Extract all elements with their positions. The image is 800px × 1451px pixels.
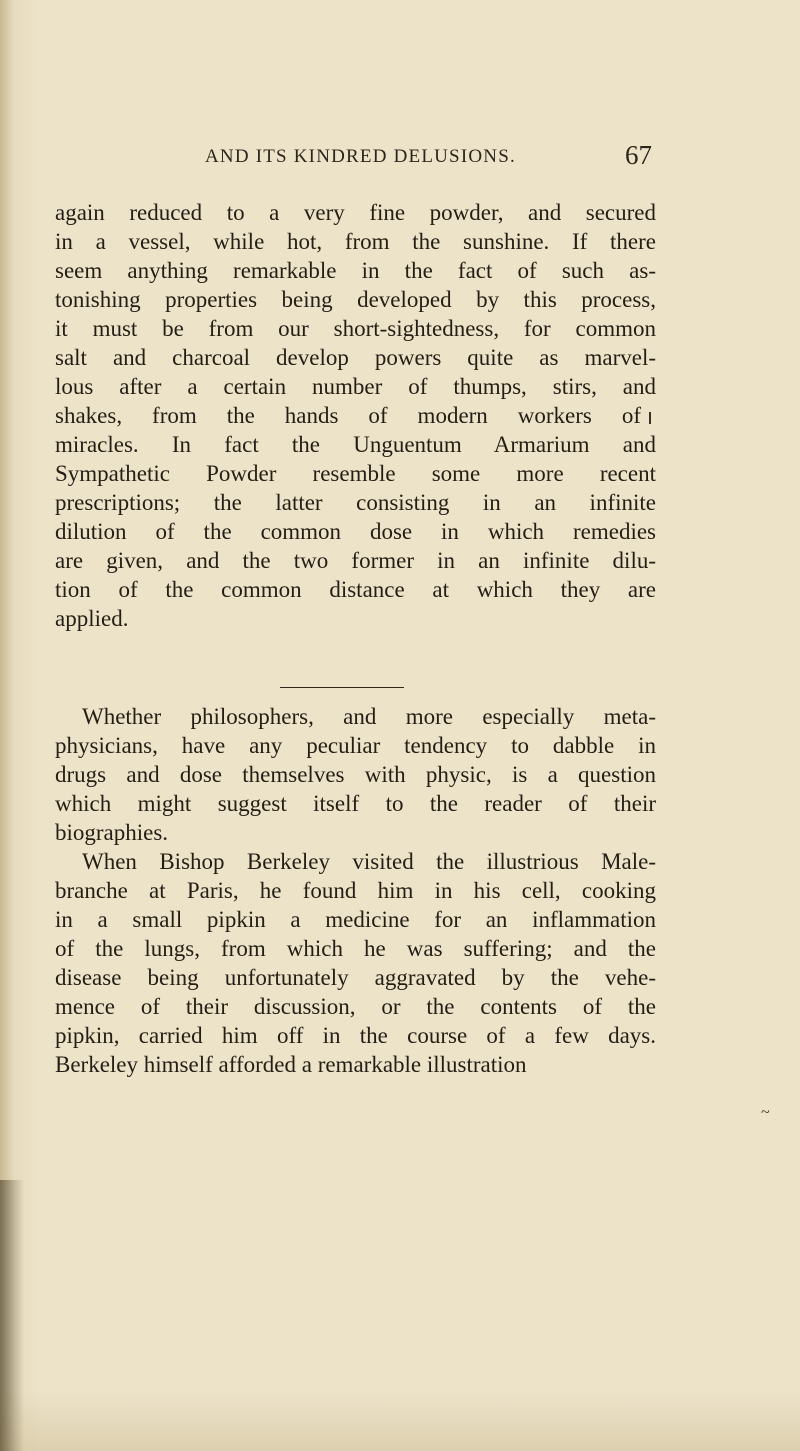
text-line: lous after a certain number of thumps, stirs, and — [55, 374, 656, 399]
page-header — [205, 140, 655, 180]
text-line: mence of their discussion, or the contents of the — [55, 994, 656, 1019]
text-line: it must be from our short-sightedness, for common — [55, 316, 656, 341]
text-line: shakes, from the hands of modern workers of — [55, 403, 641, 428]
text-line: in a small pipkin a medicine for an inflammation — [55, 907, 656, 932]
text-line: Sympathetic Powder resemble some more recent — [55, 461, 656, 486]
text-line: dilution of the common dose in which remedies — [55, 519, 656, 544]
binding-shadow — [0, 1180, 24, 1451]
text-line: branche at Paris, he found him in his cell, cooking — [55, 878, 656, 903]
text-line: physicians, have any peculiar tendency to dabble in — [55, 733, 656, 758]
text-line: Whether philosophers, and more especially meta- — [82, 704, 656, 729]
text-line: drugs and dose themselves with physic, is a question — [55, 762, 656, 787]
text-line: salt and charcoal develop powers quite as marvel- — [55, 345, 656, 370]
page-number: 67 — [625, 140, 652, 170]
text-line: tion of the common distance at which they are — [55, 577, 656, 602]
text-line: applied. — [55, 606, 129, 631]
text-line: are given, and the two former in an infinite dilu- — [55, 548, 656, 573]
text-line: miracles. In fact the Unguentum Armarium and — [55, 432, 656, 457]
text-line: When Bishop Berkeley visited the illustrious Male- — [82, 849, 656, 874]
running-head: AND ITS KINDRED DELUSIONS. — [205, 146, 516, 167]
text-line: of the lungs, from which he was suffering; and the — [55, 936, 656, 961]
text-line: seem anything remarkable in the fact of such as- — [55, 258, 656, 283]
text-line: in a vessel, while hot, from the sunshine. If there — [55, 229, 656, 254]
text-line: which might suggest itself to the reader of their — [55, 791, 656, 816]
text-line: prescriptions; the latter consisting in an infinite — [55, 490, 656, 515]
text-line: again reduced to a very fine powder, and secured — [55, 200, 656, 225]
section-divider — [280, 687, 404, 688]
print-mark — [649, 412, 651, 424]
text-line: Berkeley himself afforded a remarkable illustration — [55, 1052, 527, 1077]
text-line: disease being unfortunately aggravated by the vehe- — [55, 965, 656, 990]
text-line: biographies. — [55, 820, 169, 845]
text-line: pipkin, carried him off in the course of a few days. — [55, 1023, 656, 1048]
margin-mark: ~ — [761, 1104, 770, 1121]
text-line: tonishing properties being developed by this process, — [55, 287, 656, 312]
